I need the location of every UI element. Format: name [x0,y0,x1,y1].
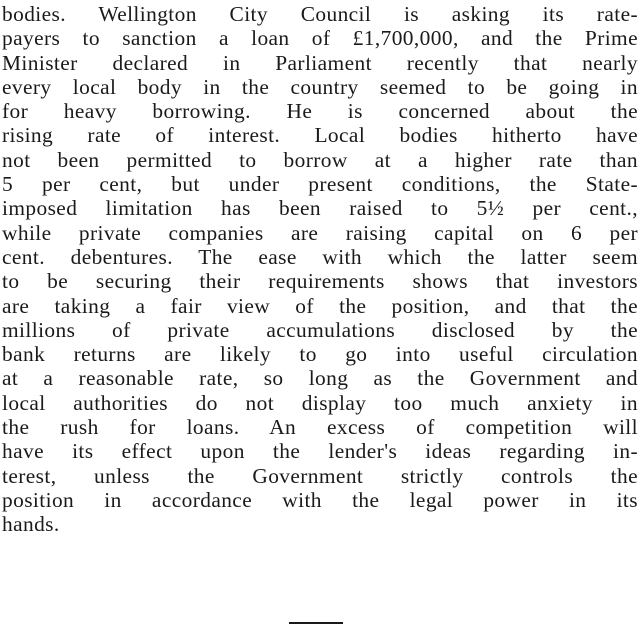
article-line-14: millions of private accumulations disclosed by the [2,317,638,342]
article-line-4: every local body in the country seemed to be going in [2,74,638,99]
article-line-6: rising rate of interest. Local bodies hitherto have [2,123,638,148]
article-line-12: to be securing their requirements shows that investors [2,269,638,294]
article-line-21: position in accordance with the legal power in its [2,487,638,512]
article-line-17: local authorities do not display too much anxiety in [2,390,638,415]
article-line-16: at a reasonable rate, so long as the Government and [2,366,638,391]
section-divider-rule [289,622,343,624]
article-line-9: imposed limitation has been raised to 5½ per cent., [2,196,638,221]
article-line-13: are taking a fair view of the position, and that the [2,293,638,318]
article-column [2,2,638,537]
article-line-15: bank returns are likely to go into useful circulation [2,342,638,367]
article-line-10: while private companies are raising capital on 6 per [2,220,638,245]
article-line-19: have its effect upon the lender's ideas regarding in- [2,439,638,464]
article-line-5: for heavy borrowing. He is concerned about the [2,99,638,124]
article-line-7: not been permitted to borrow at a higher rate than [2,147,638,172]
article-line-1: bodies. Wellington City Council is asking its rate- [2,2,638,26]
article-line-11: cent. debentures. The ease with which the latter seem [2,244,638,269]
article-line-20: terest, unless the Government strictly controls the [2,463,638,488]
article-line-18: the rush for loans. An excess of competition will [2,415,638,440]
article-line-22: hands. [2,512,60,537]
article-line-2: payers to sanction a loan of £1,700,000, and the Prime [2,26,638,51]
article-line-8: 5 per cent, but under present conditions, the State- [2,172,638,197]
article-line-3: Minister declared in Parliament recently that nearly [2,50,638,75]
